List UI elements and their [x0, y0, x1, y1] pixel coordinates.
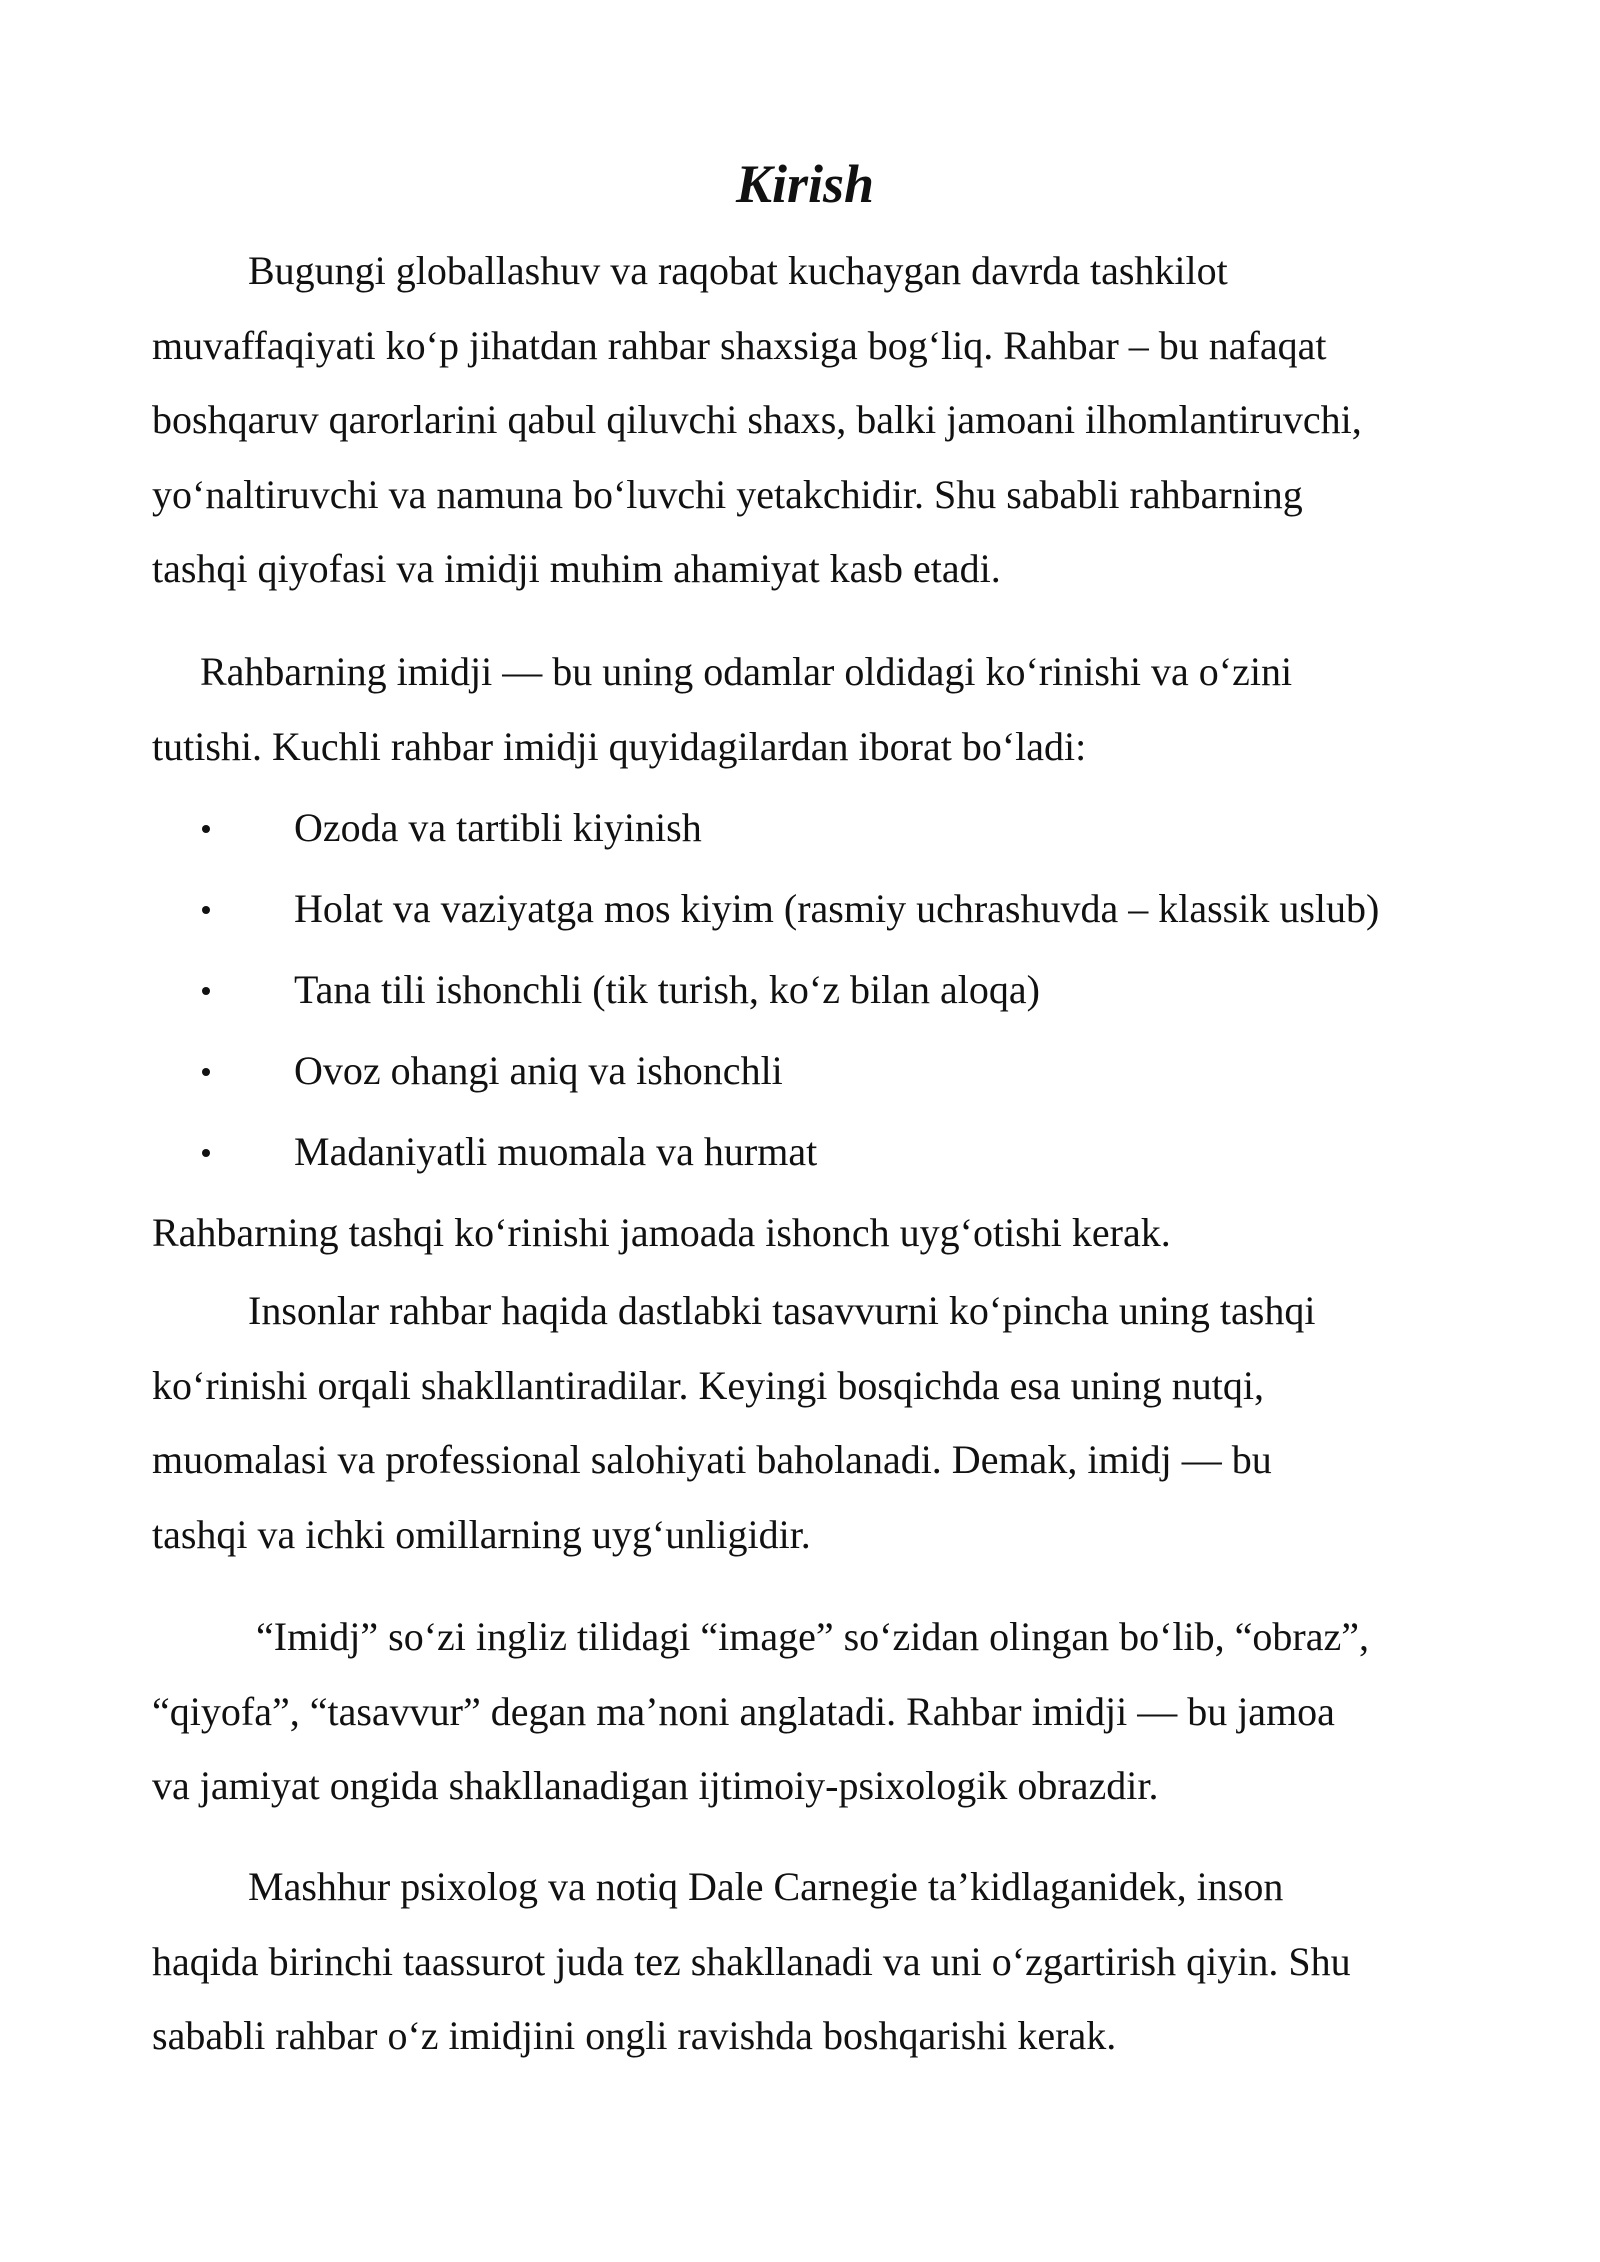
- bullet-icon: [202, 906, 210, 914]
- text-line: Bugungi globallashuv va raqobat kuchaygan davrda tashkilot: [248, 248, 1228, 293]
- list-item: [152, 787, 1482, 868]
- list-item: [152, 868, 1482, 949]
- list-item: [152, 949, 1482, 1030]
- text-line: yo‘naltiruvchi va namuna bo‘luvchi yetakchidir. Shu sababli rahbarning: [152, 471, 1303, 517]
- text-line: ko‘rinishi orqali shakllantiradilar. Keyingi bosqichda esa uning nutqi,: [152, 1362, 1265, 1408]
- paragraph-image-definition: [152, 635, 1462, 784]
- list-item-text: Tana tili ishonchli (tik turish, ko‘z bilan aloqa): [294, 967, 1040, 1012]
- text-line: Mashhur psixolog va notiq Dale Carnegie ta’kidlaganidek, inson: [248, 1864, 1284, 1909]
- text-line: Insonlar rahbar haqida dastlabki tasavvurni ko‘pincha uning tashqi: [248, 1288, 1316, 1333]
- text-line: tashqi va ichki omillarning uyg‘unligidir.: [152, 1511, 811, 1557]
- bullet-icon: [202, 1068, 210, 1076]
- text-line: va jamiyat ongida shakllanadigan ijtimoiy-psixologik obrazdir.: [152, 1763, 1159, 1808]
- text-line: tashqi qiyofasi va imidji muhim ahamiyat kasb etadi.: [152, 546, 1001, 591]
- bullet-icon: [202, 987, 210, 995]
- text-line: muomalasi va professional salohiyati baholanadi. Demak, imidj — bu: [152, 1437, 1272, 1482]
- paragraph-appearance-trust: [152, 1196, 1462, 1271]
- list-item-text: Holat va vaziyatga mos kiyim (rasmiy uchrashuvda – klassik uslub): [294, 886, 1380, 931]
- paragraph-first-impression: [152, 1274, 1462, 1572]
- text-line: sababli rahbar o‘z imidjini ongli ravishda boshqarishi kerak.: [152, 2013, 1117, 2058]
- list-item-text: Madaniyatli muomala va hurmat: [294, 1129, 818, 1174]
- list-item: [152, 1111, 1482, 1192]
- paragraph-carnegie: [152, 1850, 1462, 2074]
- text-line: boshqaruv qarorlarini qabul qiluvchi shaxs, balki jamoani ilhomlantiruvchi,: [152, 397, 1362, 442]
- bullet-icon: [202, 1149, 210, 1157]
- text-line: Rahbarning tashqi ko‘rinishi jamoada ishonch uyg‘otishi kerak.: [152, 1210, 1171, 1255]
- text-line: tutishi. Kuchli rahbar imidji quyidagilardan iborat bo‘ladi:: [152, 723, 1087, 769]
- list-item-text: Ovoz ohangi aniq va ishonchli: [294, 1048, 783, 1093]
- list-item-text: Ozoda va tartibli kiyinish: [294, 805, 702, 850]
- paragraph-term-origin: [152, 1600, 1462, 1824]
- bullet-icon: [202, 825, 210, 833]
- text-line: “qiyofa”, “tasavvur” degan ma’noni anglatadi. Rahbar imidji — bu jamoa: [152, 1688, 1335, 1734]
- list-item: [152, 1030, 1482, 1111]
- text-line: muvaffaqiyati ko‘p jihatdan rahbar shaxsiga bog‘liq. Rahbar – bu nafaqat: [152, 322, 1327, 368]
- page-title: Kirish: [735, 154, 875, 214]
- paragraph-intro: [152, 234, 1462, 607]
- bullet-list: [152, 787, 1482, 1192]
- text-line: haqida birinchi taassurot juda tez shakllanadi va uni o‘zgartirish qiyin. Shu: [152, 1938, 1351, 1984]
- text-line: Rahbarning imidji — bu uning odamlar oldidagi ko‘rinishi va o‘zini: [200, 649, 1293, 694]
- text-line: “Imidj” so‘zi ingliz tilidagi “image” so‘zidan olingan bo‘lib, “obraz”,: [256, 1614, 1369, 1659]
